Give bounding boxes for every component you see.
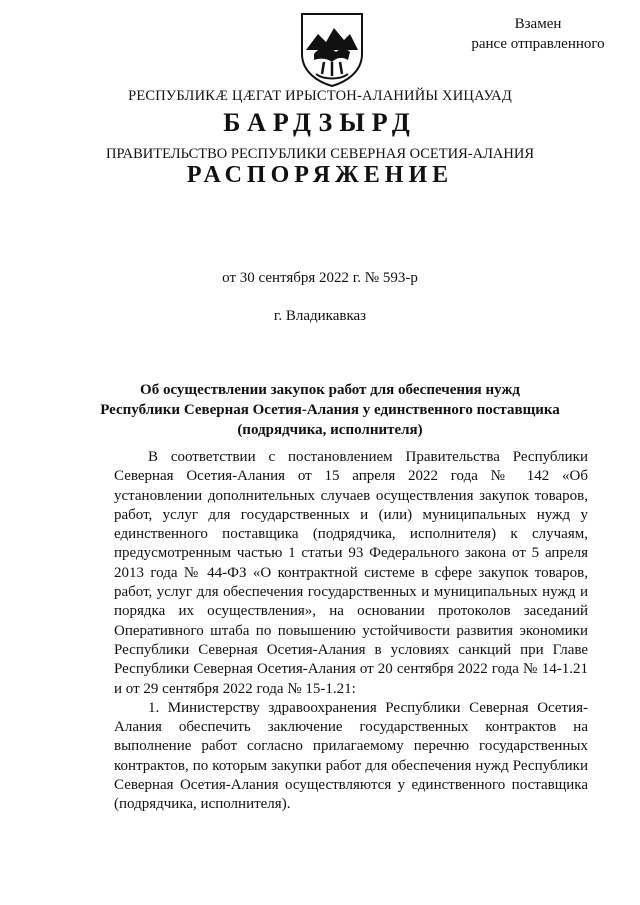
coat-of-arms-emblem: [296, 10, 368, 88]
clause-paragraph-1: 1. Министерству здравоохранения Республики Северная Осетия-Алания обеспечить заключение государственных контрактов на выполнение работ согласно прилагаемому перечню государственных контрактов, по которым закупки работ для обеспечения нужд Республики Северная Осетия-Алания осуществляются у единственного поставщика (подрядчика, исполнителя).: [114, 699, 588, 813]
stamp-note: [448, 14, 628, 54]
russian-government-name: ПРАВИТЕЛЬСТВО РЕСПУБЛИКИ СЕВЕРНАЯ ОСЕТИЯ-АЛАНИЯ: [105, 146, 535, 162]
document-date-number: от 30 сентября 2022 г. № 593-р: [222, 270, 418, 286]
ossetian-government-name: РЕСПУБЛИКÆ ЦÆГАТ ИРЫСТОН-АЛАНИЙЫ ХИЦАУАД: [128, 88, 512, 104]
preamble-paragraph: В соответствии с постановлением Правительства Республики Северная Осетия-Алания от 15 апреля 2022 года № 142 «Об установлении дополнительных случаев осуществления закупок товаров, работ, услуг для государственных и (или) муниципальных нужд у единственного поставщика (подрядчика, исполнителя) к случаям, предусмотренным частью 1 статьи 93 Федерального закона от 5 апреля 2013 года № 44-ФЗ «О контрактной системе в сфере закупок товаров, работ, услуг для обеспечения государственных и муниципальных нужд и порядка их осуществления», на основании протоколов заседаний Оперативного штаба по повышению устойчивости развития экономики Республики Северная Осетия-Алания в условиях санкций при Главе Республики Северная Осетия-Алания от 20 сентября 2022 года № 14-1.21 и от 29 сентября 2022 года № 15-1.21:: [114, 449, 588, 697]
document-title: Об осуществлении закупок работ для обеспечения нужд Республики Северная Осетия-Алания у единственного поставщика (подрядчика, исполнителя): [100, 382, 560, 438]
document-city: г. Владикавказ: [273, 308, 367, 324]
russian-document-type: РАСПОРЯЖЕНИЕ: [186, 162, 454, 188]
ossetian-document-type: БАРДЗЫРД: [223, 108, 417, 137]
document-body: [114, 448, 588, 815]
stamp-line-2: рансе отправленного: [471, 36, 605, 52]
stamp-line-1: Взамен: [514, 16, 562, 32]
